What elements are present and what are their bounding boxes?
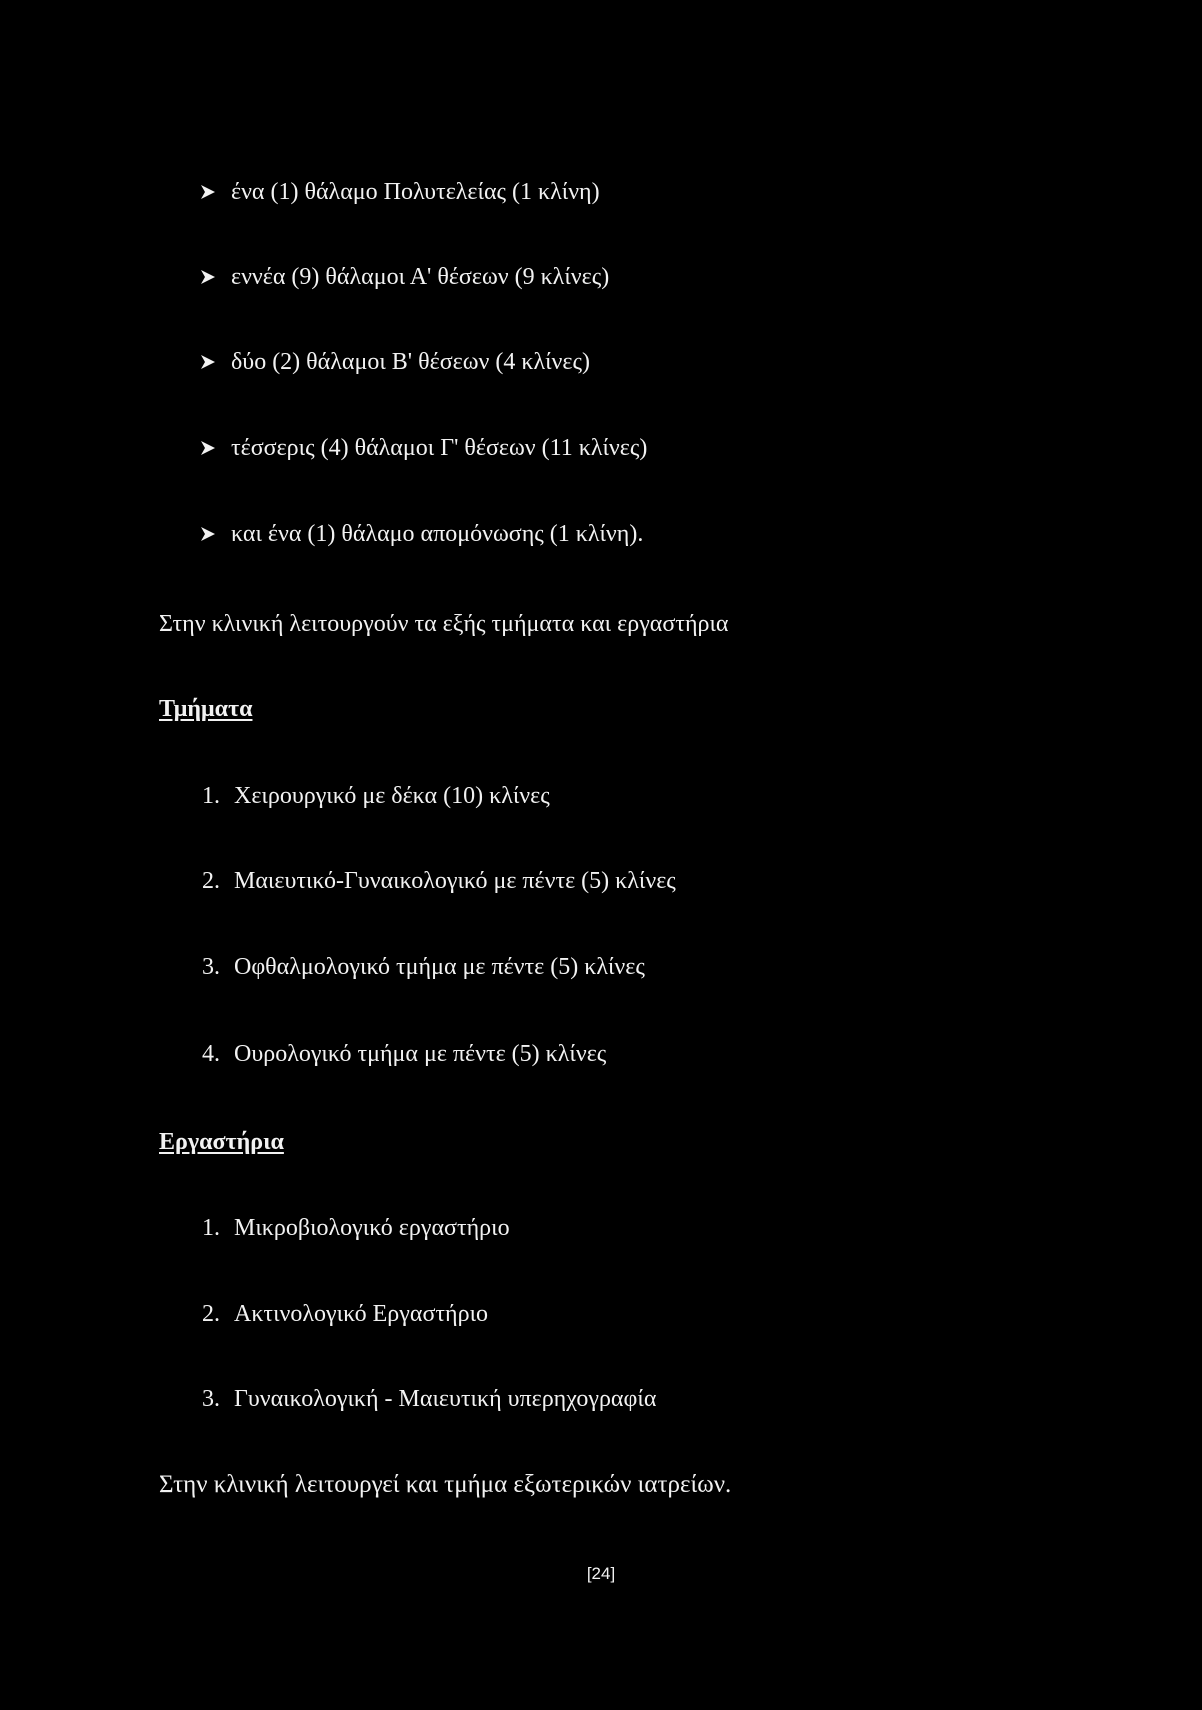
arrowhead-bullet-icon: [200, 269, 216, 285]
item-text: Μαιευτικό-Γυναικολογικό με πέντε (5) κλίνες: [234, 868, 676, 894]
room-list-text: ένα (1) θάλαμο Πολυτελείας (1 κλίνη): [231, 179, 600, 205]
item-text: Χειρουργικό με δέκα (10) κλίνες: [234, 783, 550, 809]
section-heading-laboratories: Εργαστήρια: [159, 1129, 284, 1155]
item-number: 1.: [202, 783, 220, 809]
item-number: 1.: [202, 1215, 220, 1241]
item-number: 3.: [202, 1386, 220, 1412]
item-text: Οφθαλμολογικό τμήμα με πέντε (5) κλίνες: [234, 954, 645, 980]
room-list-text: δύο (2) θάλαμοι Β' θέσεων (4 κλίνες): [231, 349, 590, 375]
room-list-text: και ένα (1) θάλαμο απομόνωσης (1 κλίνη).: [231, 521, 644, 547]
section-heading-departments: Τμήματα: [159, 696, 253, 722]
item-number: 2.: [202, 1301, 220, 1327]
item-number: 4.: [202, 1041, 220, 1067]
arrowhead-bullet-icon: [200, 526, 216, 542]
arrowhead-bullet-icon: [200, 184, 216, 200]
room-list-text: τέσσερις (4) θάλαμοι Γ' θέσεων (11 κλίνες): [231, 435, 648, 461]
room-list-text: εννέα (9) θάλαμοι Α' θέσεων (9 κλίνες): [231, 264, 610, 290]
arrowhead-bullet-icon: [200, 354, 216, 370]
item-text: Ουρολογικό τμήμα με πέντε (5) κλίνες: [234, 1041, 607, 1067]
intro-paragraph: Στην κλινική λειτουργούν τα εξής τμήματα και εργαστήρια: [159, 611, 729, 637]
page-number: [24]: [586, 1564, 616, 1583]
item-text: Γυναικολογική - Μαιευτική υπερηχογραφία: [234, 1386, 657, 1412]
item-number: 3.: [202, 954, 220, 980]
item-text: Ακτινολογικό Εργαστήριο: [234, 1301, 489, 1327]
item-number: 2.: [202, 868, 220, 894]
closing-paragraph: Στην κλινική λειτουργεί και τμήμα εξωτερικών ιατρείων.: [159, 1471, 732, 1498]
item-text: Μικροβιολογικό εργαστήριο: [234, 1215, 510, 1241]
arrowhead-bullet-icon: [200, 440, 216, 456]
